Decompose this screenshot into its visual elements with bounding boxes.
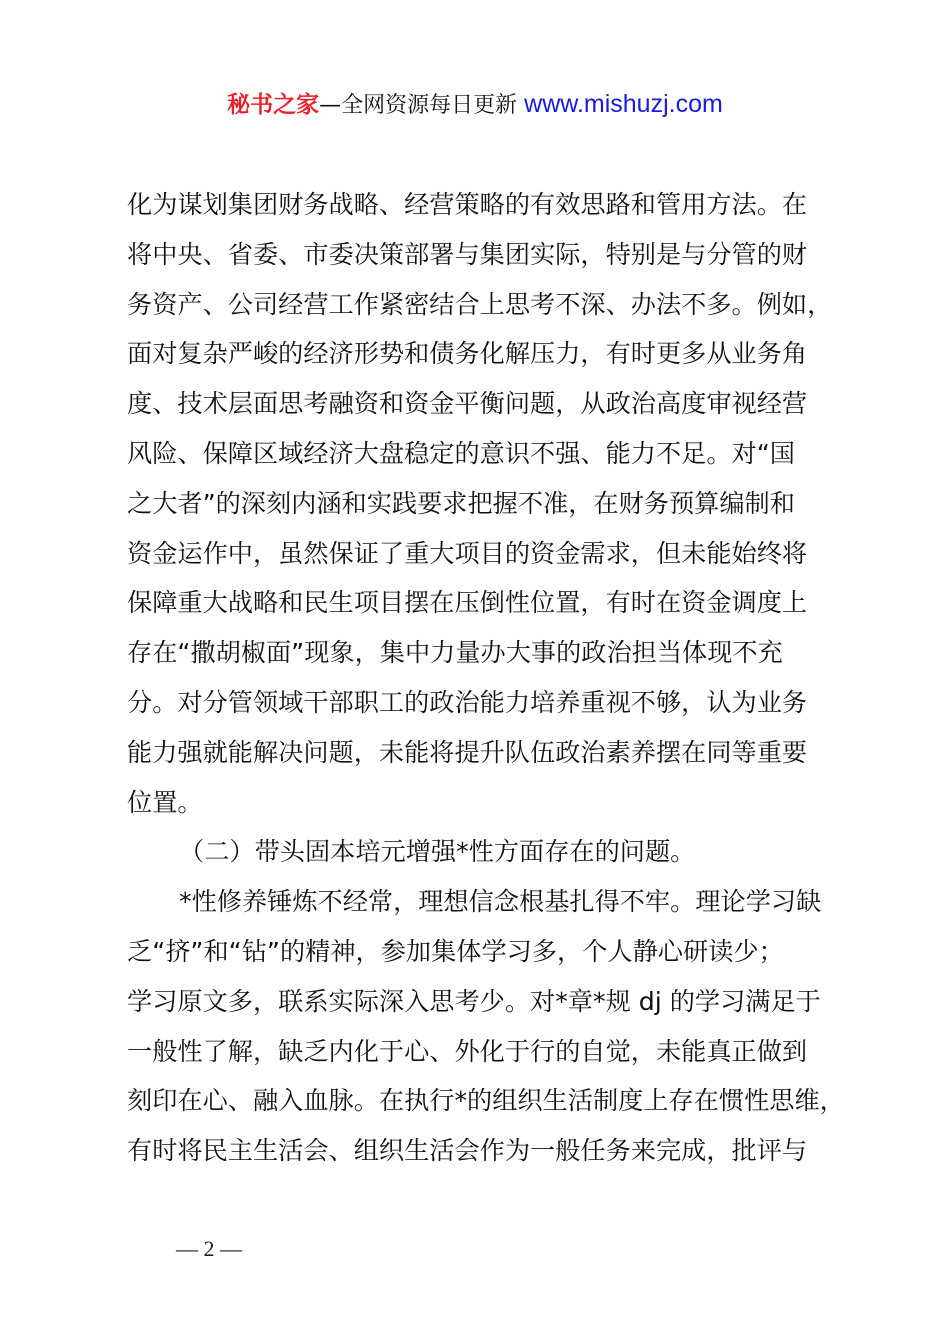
text-line: 资金运作中，虽然保证了重大项目的资金需求，但未能始终将 (127, 538, 808, 568)
text-line: 一般性了解，缺乏内化于心、外化于行的自觉，未能真正做到 (127, 1036, 808, 1066)
text-line: 分。对分管领域干部职工的政治能力培养重视不够，认为业务 (127, 687, 808, 717)
text-line: 化为谋划集团财务战略、经营策略的有效思路和管用方法。在 (127, 190, 808, 219)
header-url-link[interactable]: www.mishuzj.com (524, 90, 723, 118)
text-line: 将中央、省委、市委决策部署与集团实际，特别是与分管的财 (127, 239, 808, 269)
text-line: 之大者”的深刻内涵和实践要求把握不准，在财务预算编制和 (127, 488, 795, 518)
page-number: — 2 — (176, 1236, 242, 1261)
text-line: 风险、保障区域经济大盘稳定的意识不强、能力不足。对“国 (127, 438, 795, 468)
site-header-banner (0, 86, 950, 119)
text-line: 能力强就能解决问题，未能将提升队伍政治素养摆在同等重要 (127, 737, 808, 767)
text-line: 刻印在心、融入血脉。在执行*的组织生活制度上存在惯性思维， (127, 1086, 845, 1116)
text-line: 务资产、公司经营工作紧密结合上思考不深、办法不多。例如， (127, 289, 833, 319)
section-heading: （二）带头固本培元增强*性方面存在的问题。 (179, 837, 696, 867)
document-body (127, 180, 867, 1176)
text-line: 学习原文多，联系实际深入思考少。对*章*规 dj 的学习满足于 (127, 986, 821, 1016)
text-line: 有时将民主生活会、组织生活会作为一般任务来完成，批评与 (127, 1136, 808, 1166)
text-line: 面对复杂严峻的经济形势和债务化解压力，有时更多从业务角 (127, 339, 808, 369)
text-line: 存在“撒胡椒面”现象，集中力量办大事的政治担当体现不充 (127, 638, 783, 668)
text-line: 乏“挤”和“钻”的精神，参加集体学习多，个人静心研读少； (127, 936, 784, 966)
text-line: 位置。 (127, 787, 203, 817)
text-line: 保障重大战略和民生项目摆在压倒性位置，有时在资金调度上 (127, 588, 808, 618)
text-line: *性修养锤炼不经常，理想信念根基扎得不牢。理论学习缺 (179, 887, 822, 917)
brand-name: 秘书之家 (227, 92, 320, 118)
text-line: 度、技术层面思考融资和资金平衡问题，从政治高度审视经营 (127, 389, 808, 419)
header-slogan: —全网资源每日更新 (319, 93, 518, 118)
